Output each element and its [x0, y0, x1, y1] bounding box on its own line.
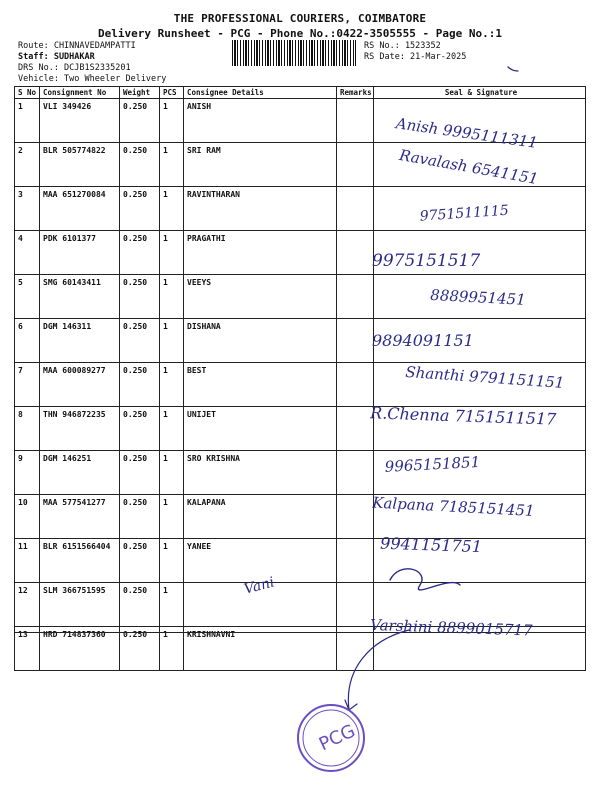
remarks-cell: [337, 539, 374, 583]
runsheet-table: [14, 86, 586, 671]
consignment-cell: VLI 349426: [40, 99, 120, 143]
consignment-cell: HRD 714837360: [40, 627, 120, 671]
remarks-cell: [337, 363, 374, 407]
consignment-cell: MAA 600089277: [40, 363, 120, 407]
signature-cell: [374, 583, 586, 627]
signature-cell: [374, 495, 586, 539]
table-row: [15, 231, 586, 275]
table-row: [15, 99, 586, 143]
table-header-row: [15, 87, 586, 99]
remarks-cell: [337, 319, 374, 363]
weight-cell: 0.250: [120, 143, 160, 187]
rs-date: RS Date: 21-Mar-2025: [364, 52, 467, 62]
signature-cell: [374, 187, 586, 231]
table-row: [15, 583, 586, 627]
handwritten-row11: Kalpana 7185151451: [371, 493, 535, 520]
sno-cell: 1: [15, 99, 40, 143]
header-sno: S No: [15, 87, 40, 99]
pcs-cell: 1: [160, 363, 184, 407]
pcs-cell: 1: [160, 143, 184, 187]
remarks-cell: [337, 275, 374, 319]
signature-cell: [374, 451, 586, 495]
table-row: [15, 319, 586, 363]
table-row: [15, 187, 586, 231]
sno-cell: 6: [15, 319, 40, 363]
table-row: [15, 143, 586, 187]
weight-cell: 0.250: [120, 539, 160, 583]
pcs-cell: 1: [160, 495, 184, 539]
handwritten-row6: 8889951451: [429, 285, 527, 309]
tick-mark: [508, 67, 518, 71]
header-consignee: Consignee Details: [184, 87, 337, 99]
signature-cell: [374, 539, 586, 583]
sno-cell: 11: [15, 539, 40, 583]
sno-cell: 10: [15, 495, 40, 539]
consignee-cell: YANEE: [184, 539, 337, 583]
runsheet-subtitle: Delivery Runsheet - PCG - Phone No.:0422-3505555 - Page No.:1: [98, 27, 502, 40]
table-row: [15, 363, 586, 407]
consignee-cell: KALAPANA: [184, 495, 337, 539]
consignee-cell: RAVINTHARAN: [184, 187, 337, 231]
drs-text: DRS No.: DCJB1S2335201: [18, 63, 131, 73]
consignee-cell: UNIJET: [184, 407, 337, 451]
weight-cell: 0.250: [120, 187, 160, 231]
remarks-cell: [337, 407, 374, 451]
consignee-cell: SRO KRISHNA: [184, 451, 337, 495]
remarks-cell: [337, 99, 374, 143]
table-row: [15, 627, 586, 671]
table-row: [15, 451, 586, 495]
sno-cell: 3: [15, 187, 40, 231]
sno-cell: 9: [15, 451, 40, 495]
sno-cell: 5: [15, 275, 40, 319]
consignee-cell: ANISH: [184, 99, 337, 143]
weight-cell: 0.250: [120, 231, 160, 275]
remarks-cell: [337, 143, 374, 187]
pcs-cell: 1: [160, 451, 184, 495]
handwritten-row4: 9751511115: [419, 202, 510, 225]
remarks-cell: [337, 495, 374, 539]
signature-cell: [374, 143, 586, 187]
signature-cell: [374, 627, 586, 671]
consignment-cell: SLM 366751595: [40, 583, 120, 627]
header-seal-signature: Seal & Signature: [374, 87, 586, 99]
weight-cell: 0.250: [120, 407, 160, 451]
consignee-cell: [184, 583, 337, 627]
consignee-cell: DISHANA: [184, 319, 337, 363]
consignee-cell: PRAGATHI: [184, 231, 337, 275]
signature-cell: [374, 319, 586, 363]
table-row: [15, 275, 586, 319]
handwritten-row14: Varshini 8899015717: [369, 615, 533, 640]
table-row: [15, 495, 586, 539]
consignment-cell: PDK 6101377: [40, 231, 120, 275]
consignee-cell: SRI RAM: [184, 143, 337, 187]
consignment-cell: MAA 577541277: [40, 495, 120, 539]
consignment-cell: THN 946872235: [40, 407, 120, 451]
weight-cell: 0.250: [120, 99, 160, 143]
header-consignment: Consignment No: [40, 87, 120, 99]
vehicle-text: Vehicle: Two Wheeler Delivery: [18, 74, 167, 84]
signature-cell: [374, 99, 586, 143]
consignment-cell: DGM 146311: [40, 319, 120, 363]
route-text: Route: CHINNAVEDAMPATTI: [18, 41, 136, 51]
signature-cell: [374, 363, 586, 407]
rs-number: RS No.: 1523352: [364, 41, 441, 51]
remarks-cell: [337, 627, 374, 671]
pcs-cell: 1: [160, 275, 184, 319]
handwritten-row8: Shanthi 9791151151: [404, 362, 565, 392]
remarks-cell: [337, 187, 374, 231]
signature-cell: [374, 275, 586, 319]
consignee-cell: BEST: [184, 363, 337, 407]
signature-cell: [374, 407, 586, 451]
pcs-cell: 1: [160, 319, 184, 363]
remarks-cell: [337, 583, 374, 627]
table-row: [15, 539, 586, 583]
pcs-cell: 1: [160, 99, 184, 143]
pcs-cell: 1: [160, 539, 184, 583]
weight-cell: 0.250: [120, 495, 160, 539]
staff-text: Staff: SUDHAKAR: [18, 52, 95, 62]
consignment-cell: BLR 6151566404: [40, 539, 120, 583]
signature-cell: [374, 231, 586, 275]
header-remarks: Remarks: [337, 87, 374, 99]
stamp-text: PCG: [315, 720, 359, 756]
table-bottom-line: [14, 632, 585, 633]
sno-cell: 13: [15, 627, 40, 671]
remarks-cell: [337, 231, 374, 275]
handwritten-row5: 9975151517: [372, 251, 481, 271]
pcs-cell: 1: [160, 407, 184, 451]
weight-cell: 0.250: [120, 627, 160, 671]
handwritten-row10: 9965151851: [384, 452, 481, 476]
weight-cell: 0.250: [120, 275, 160, 319]
handwritten-row2-3: Ravalash 6541151: [397, 145, 540, 189]
company-title: THE PROFESSIONAL COURIERS, COIMBATORE: [173, 12, 427, 25]
header-pcs: PCS: [160, 87, 184, 99]
barcode: [232, 40, 356, 66]
weight-cell: 0.250: [120, 583, 160, 627]
handwritten-row13: Vani: [242, 574, 277, 598]
sno-cell: 4: [15, 231, 40, 275]
remarks-cell: [337, 451, 374, 495]
weight-cell: 0.250: [120, 451, 160, 495]
consignment-cell: DGM 146251: [40, 451, 120, 495]
sno-cell: 12: [15, 583, 40, 627]
pcs-cell: 1: [160, 187, 184, 231]
pcg-stamp: [298, 705, 364, 771]
consignment-cell: SMG 60143411: [40, 275, 120, 319]
consignment-cell: MAA 651270084: [40, 187, 120, 231]
table-row: [15, 407, 586, 451]
handwritten-row7: 9894091151: [372, 331, 474, 350]
sno-cell: 7: [15, 363, 40, 407]
handwritten-row12: 9941151751: [379, 533, 483, 557]
pcs-cell: 1: [160, 231, 184, 275]
weight-cell: 0.250: [120, 363, 160, 407]
consignee-cell: KRISHNAVNI: [184, 627, 337, 671]
handwritten-row9: R.Chenna 7151511517: [369, 403, 557, 429]
header-weight: Weight: [120, 87, 160, 99]
sno-cell: 2: [15, 143, 40, 187]
pcs-cell: 1: [160, 583, 184, 627]
consignment-cell: BLR 505774822: [40, 143, 120, 187]
sno-cell: 8: [15, 407, 40, 451]
handwritten-row1: Anish 9995111311: [394, 114, 539, 152]
consignee-cell: VEEYS: [184, 275, 337, 319]
pcs-cell: 1: [160, 627, 184, 671]
weight-cell: 0.250: [120, 319, 160, 363]
